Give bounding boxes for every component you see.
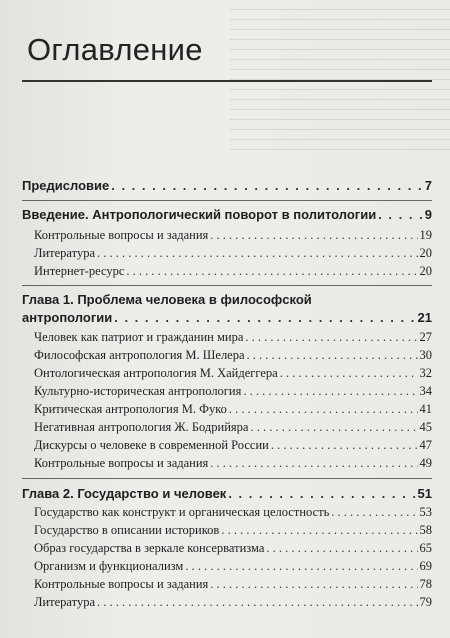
toc-page-number: 49: [419, 456, 432, 470]
dot-leader: [221, 523, 417, 538]
toc-entry-preface[interactable]: [22, 178, 432, 193]
dot-leader: [331, 505, 417, 520]
toc-subentry[interactable]: [22, 505, 432, 520]
dot-leader: [247, 348, 418, 363]
dot-leader: [126, 264, 417, 279]
dot-leader: [243, 384, 417, 399]
section-divider: [22, 285, 432, 286]
toc-subentry-title: Государство как конструкт и органическая целостность: [34, 505, 330, 519]
toc-page-number: 69: [419, 559, 432, 573]
toc-subentry-title: Человек как патриот и гражданин мира: [34, 330, 244, 344]
toc-subentry-title: Образ государства в зеркале консерватизма: [34, 541, 265, 555]
toc-page-number: 47: [419, 438, 432, 452]
section-divider: [22, 478, 432, 479]
toc-subentry[interactable]: [22, 264, 432, 279]
toc-page-number: 45: [419, 420, 432, 434]
dot-leader: [97, 246, 418, 261]
toc-entry-title: Введение. Антропологический поворот в политологии: [22, 207, 377, 222]
toc-entry-chapter-1[interactable]: [22, 310, 432, 325]
toc-subentry-title: Контрольные вопросы и задания: [34, 228, 209, 242]
dot-leader: [250, 420, 417, 435]
toc-subentry-title: Контрольные вопросы и задания: [34, 456, 209, 470]
dot-leader: [111, 178, 423, 193]
toc-entry-introduction[interactable]: [22, 207, 432, 222]
toc-subentry[interactable]: [22, 246, 432, 261]
toc-subentry[interactable]: [22, 523, 432, 538]
toc-page-number: 34: [419, 384, 432, 398]
dot-leader: [228, 486, 415, 501]
section-divider: [22, 200, 432, 201]
bleed-through-text: [230, 0, 450, 150]
title-rule: [22, 80, 432, 82]
toc-page-number: 41: [419, 402, 432, 416]
dot-leader: [271, 438, 418, 453]
dot-leader: [210, 577, 417, 592]
toc-page-number: 32: [419, 366, 432, 380]
toc-page-number: 78: [419, 577, 432, 591]
toc-subentry-title: Интернет-ресурс: [34, 264, 125, 278]
dot-leader: [229, 402, 418, 417]
toc-subentry[interactable]: [22, 577, 432, 592]
toc-entry-chapter-2[interactable]: [22, 486, 432, 501]
toc-subentry[interactable]: [22, 559, 432, 574]
toc-page-number: 21: [417, 310, 432, 325]
toc-page-number: 58: [419, 523, 432, 537]
toc-page-number: 79: [419, 595, 432, 609]
toc-page-number: 9: [424, 207, 432, 222]
dot-leader: [185, 559, 417, 574]
toc-page-number: 51: [417, 486, 432, 501]
toc-subentry[interactable]: [22, 541, 432, 556]
dot-leader: [378, 207, 423, 222]
toc-subentry[interactable]: [22, 420, 432, 435]
toc-subentry[interactable]: [22, 438, 432, 453]
toc-subentry-title: Онтологическая антропология М. Хайдеггера: [34, 366, 278, 380]
toc-subentry[interactable]: [22, 402, 432, 417]
toc-entry-title: Предисловие: [22, 178, 110, 193]
toc-subentry-title: Литература: [34, 246, 95, 260]
toc-subentry[interactable]: [22, 456, 432, 471]
toc-subentry-title: Литература: [34, 595, 95, 609]
dot-leader: [97, 595, 418, 610]
toc-subentry[interactable]: [22, 366, 432, 381]
toc-subentry[interactable]: [22, 384, 432, 399]
dot-leader: [245, 330, 417, 345]
toc-subentry-title: Критическая антропология М. Фуко: [34, 402, 227, 416]
toc-page-number: 20: [419, 246, 432, 260]
dot-leader: [280, 366, 418, 381]
dot-leader: [266, 541, 417, 556]
dot-leader: [210, 228, 417, 243]
toc-subentry-title: Негативная антропология Ж. Бодрийяра: [34, 420, 249, 434]
toc-page-number: 27: [419, 330, 432, 344]
toc-page-number: 20: [419, 264, 432, 278]
toc-subentry-title: Философская антропология М. Шелера: [34, 348, 245, 362]
toc-subentry[interactable]: [22, 330, 432, 345]
toc-page-number: 7: [424, 178, 432, 193]
toc-page-number: 53: [419, 505, 432, 519]
toc-subentry-title: Контрольные вопросы и задания: [34, 577, 209, 591]
toc-subentry-title: Культурно-историческая антропология: [34, 384, 242, 398]
toc-entry-title: антропологии: [22, 310, 113, 325]
toc-page-number: 19: [419, 228, 432, 242]
toc-subentry-title: Организм и функционализм: [34, 559, 184, 573]
toc-subentry[interactable]: [22, 228, 432, 243]
toc-subentry[interactable]: [22, 348, 432, 363]
toc-page-number: 65: [419, 541, 432, 555]
toc-page-number: 30: [419, 348, 432, 362]
dot-leader: [210, 456, 417, 471]
toc-subentry-title: Государство в описании историков: [34, 523, 220, 537]
toc-entry-title: Глава 2. Государство и человек: [22, 486, 227, 501]
toc-entry-chapter-1-title-line1[interactable]: Глава 1. Проблема человека в философской: [22, 292, 312, 307]
toc-subentry[interactable]: [22, 595, 432, 610]
dot-leader: [114, 310, 415, 325]
toc-subentry-title: Дискурсы о человеке в современной России: [34, 438, 269, 452]
page-title: Оглавление: [27, 32, 203, 67]
